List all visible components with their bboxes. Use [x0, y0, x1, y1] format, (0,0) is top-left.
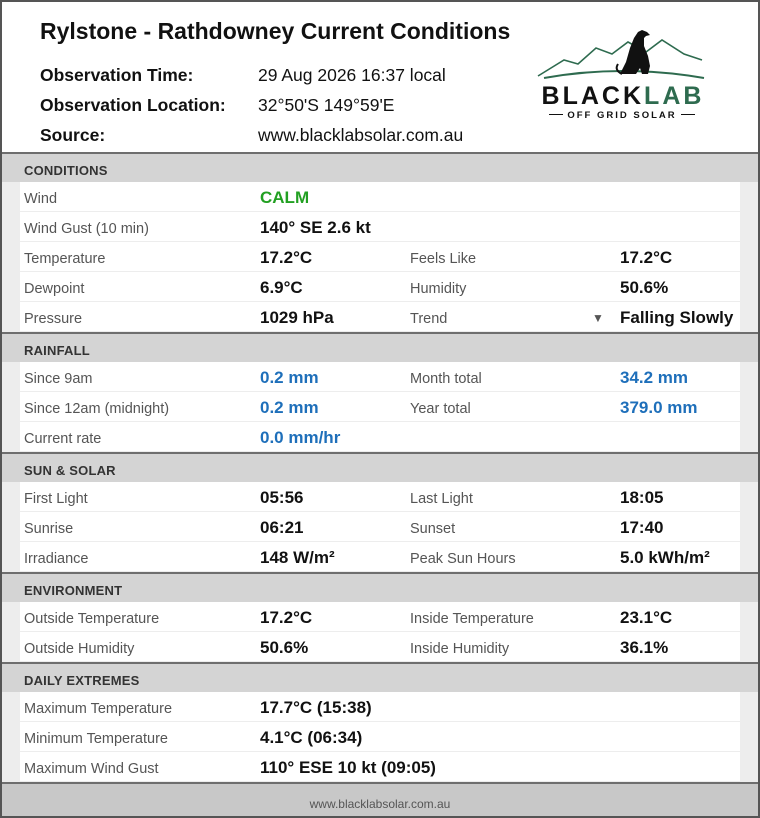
- max-wind-gust-label: Maximum Wind Gust: [24, 761, 159, 777]
- table-row: [2, 272, 758, 302]
- outside-temperature-label: Outside Temperature: [24, 611, 160, 627]
- logo-black-text: BLACK: [541, 82, 645, 110]
- header: [2, 2, 758, 152]
- section-conditions: [2, 152, 758, 182]
- section-daily-extremes: [2, 662, 758, 692]
- observation-time-value: 29 Aug 2026 16:37 local: [258, 65, 446, 85]
- since-9am-value: 0.2 mm: [260, 368, 319, 387]
- section-sun-solar: [2, 452, 758, 482]
- logo-subtitle: OFF GRID SOLAR: [534, 110, 710, 121]
- year-total-label: Year total: [410, 401, 471, 417]
- max-temperature-value: 17.7°C (15:38): [260, 698, 372, 717]
- temperature-label: Temperature: [24, 251, 106, 267]
- table-row: [2, 422, 758, 452]
- logo-lab-text: LAB: [644, 82, 705, 110]
- min-temperature-label: Minimum Temperature: [24, 731, 168, 747]
- table-row: [2, 602, 758, 632]
- outside-temperature-value: 17.2°C: [260, 608, 313, 627]
- temperature-value: 17.2°C: [260, 248, 313, 267]
- page-title: Rylstone - Rathdowney Current Conditions: [40, 18, 511, 44]
- trend-value: Falling Slowly: [620, 308, 734, 327]
- table-row: [2, 362, 758, 392]
- section-title: SUN & SOLAR: [24, 463, 116, 478]
- inside-temperature-label: Inside Temperature: [410, 611, 534, 627]
- section-title: DAILY EXTREMES: [24, 673, 140, 688]
- irradiance-value: 148 W/m²: [260, 548, 335, 567]
- last-light-value: 18:05: [620, 488, 664, 507]
- table-row: [2, 212, 758, 242]
- section-title: CONDITIONS: [24, 163, 108, 178]
- observation-location-label: Observation Location:: [40, 95, 226, 115]
- month-total-label: Month total: [410, 371, 482, 387]
- wind-gust-value: 140° SE 2.6 kt: [260, 218, 371, 237]
- last-light-label: Last Light: [410, 491, 473, 507]
- down-triangle-icon: ▼: [592, 311, 604, 325]
- peak-sun-hours-value: 5.0 kWh/m²: [620, 548, 710, 567]
- pressure-value: 1029 hPa: [260, 308, 334, 327]
- wind-value: CALM: [260, 188, 310, 207]
- current-rate-value: 0.0 mm/hr: [260, 428, 341, 447]
- wind-gust-label: Wind Gust (10 min): [24, 221, 149, 237]
- source-label: Source:: [40, 125, 106, 145]
- dewpoint-value: 6.9°C: [260, 278, 303, 297]
- inside-temperature-value: 23.1°C: [620, 608, 673, 627]
- logo-wordmark: [538, 82, 708, 111]
- dog-and-mountains-icon: [534, 24, 710, 82]
- table-row: [2, 482, 758, 512]
- table-row: [2, 242, 758, 272]
- table-row: [2, 692, 758, 722]
- feels-like-label: Feels Like: [410, 251, 477, 267]
- pressure-label: Pressure: [24, 311, 83, 327]
- current-rate-label: Current rate: [24, 431, 102, 447]
- table-row: [2, 722, 758, 752]
- sunrise-label: Sunrise: [24, 521, 74, 537]
- dewpoint-label: Dewpoint: [24, 281, 85, 297]
- peak-sun-hours-label: Peak Sun Hours: [410, 551, 516, 567]
- section-rainfall: [2, 332, 758, 362]
- inside-humidity-value: 36.1%: [620, 638, 669, 657]
- wind-label: Wind: [24, 191, 58, 207]
- sunset-label: Sunset: [410, 521, 456, 537]
- outside-humidity-label: Outside Humidity: [24, 641, 135, 657]
- section-title: RAINFALL: [24, 343, 90, 358]
- max-temperature-label: Maximum Temperature: [24, 701, 173, 717]
- sunset-value: 17:40: [620, 518, 664, 537]
- table-row: [2, 392, 758, 422]
- blacklab-logo: [534, 24, 710, 128]
- table-row: [2, 632, 758, 662]
- since-midnight-value: 0.2 mm: [260, 398, 319, 417]
- first-light-label: First Light: [24, 491, 88, 507]
- outside-humidity-value: 50.6%: [260, 638, 309, 657]
- observation-time-label: Observation Time:: [40, 65, 194, 85]
- table-row: [2, 512, 758, 542]
- inside-humidity-label: Inside Humidity: [410, 641, 510, 657]
- since-midnight-label: Since 12am (midnight): [24, 401, 170, 417]
- humidity-value: 50.6%: [620, 278, 669, 297]
- section-environment: [2, 572, 758, 602]
- year-total-value: 379.0 mm: [620, 398, 698, 417]
- table-row: [2, 182, 758, 212]
- month-total-value: 34.2 mm: [620, 368, 689, 387]
- humidity-label: Humidity: [410, 281, 467, 297]
- source-value: www.blacklabsolar.com.au: [258, 125, 464, 145]
- footer-link[interactable]: www.blacklabsolar.com.au: [309, 797, 451, 811]
- since-9am-label: Since 9am: [24, 371, 93, 387]
- observation-location-value: 32°50'S 149°59'E: [258, 95, 395, 115]
- table-row: [2, 752, 758, 782]
- max-wind-gust-value: 110° ESE 10 kt (09:05): [260, 758, 436, 777]
- irradiance-label: Irradiance: [24, 551, 89, 567]
- table-row: [2, 302, 758, 332]
- table-row: [2, 542, 758, 572]
- first-light-value: 05:56: [260, 488, 304, 507]
- sunrise-value: 06:21: [260, 518, 304, 537]
- min-temperature-value: 4.1°C (06:34): [260, 728, 363, 747]
- section-title: ENVIRONMENT: [24, 583, 123, 598]
- trend-label: Trend: [410, 311, 448, 327]
- feels-like-value: 17.2°C: [620, 248, 673, 267]
- footer: [2, 782, 758, 816]
